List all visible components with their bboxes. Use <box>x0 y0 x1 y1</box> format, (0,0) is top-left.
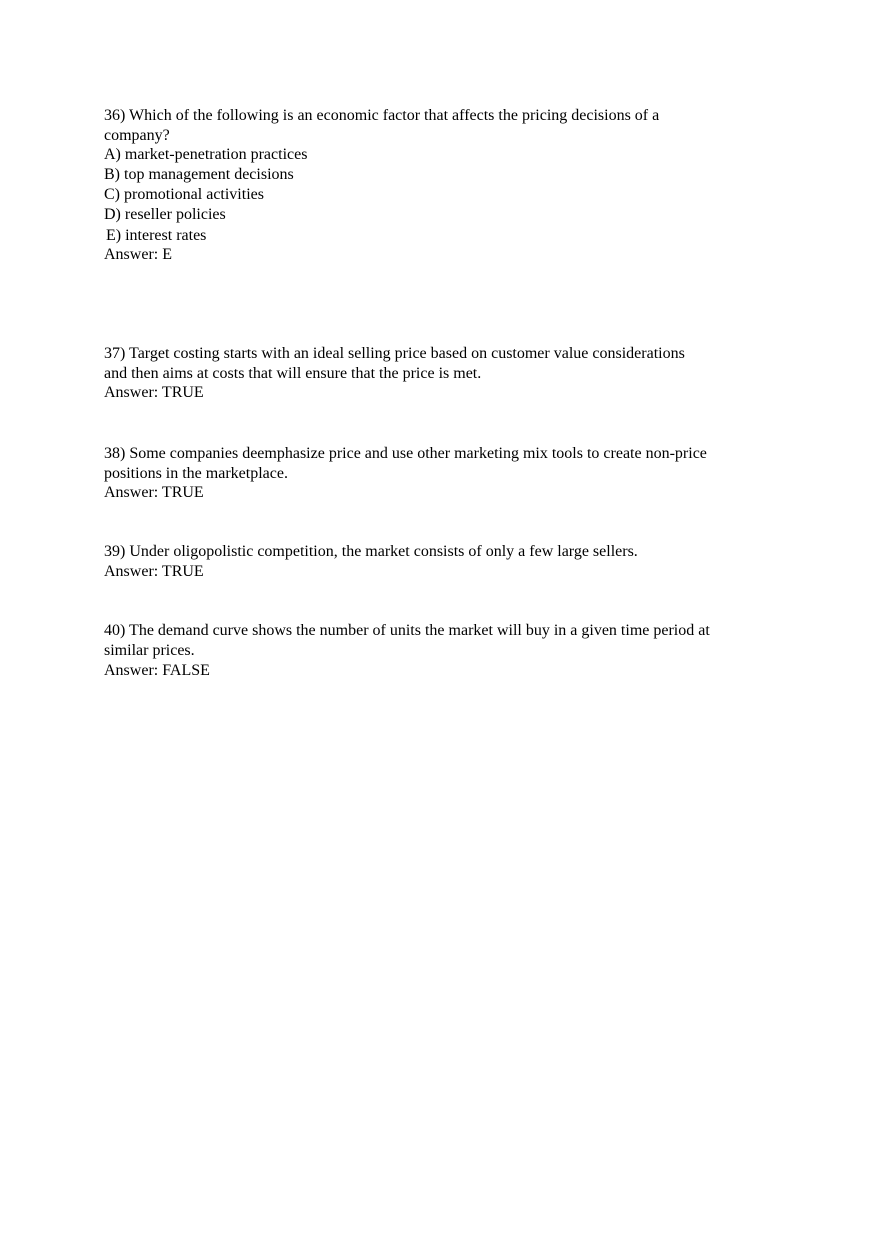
answer-option-c: C) promotional activities <box>104 186 264 203</box>
answer-line: Answer: E <box>104 246 172 263</box>
question-text: 37) Target costing starts with an ideal selling price based on customer value considerations <box>104 345 685 362</box>
answer-line: Answer: TRUE <box>104 563 204 580</box>
question-text: 36) Which of the following is an economic factor that affects the pricing decisions of a <box>104 107 660 124</box>
question-text: similar prices. <box>104 642 195 659</box>
answer-line: Answer: TRUE <box>104 484 204 501</box>
answer-line: Answer: TRUE <box>104 384 204 401</box>
answer-option-a: A) market-penetration practices <box>104 146 308 163</box>
question-text: and then aims at costs that will ensure that the price is met. <box>104 365 482 382</box>
question-text: 40) The demand curve shows the number of units the market will buy in a given time period at <box>104 622 710 639</box>
answer-option-e: E) interest rates <box>106 227 207 244</box>
question-text: positions in the marketplace. <box>104 465 288 482</box>
answer-option-b: B) top management decisions <box>104 166 294 183</box>
question-text: company? <box>104 127 170 144</box>
answer-line: Answer: FALSE <box>104 662 210 679</box>
answer-option-d: D) reseller policies <box>104 206 226 223</box>
question-text: 39) Under oligopolistic competition, the market consists of only a few large sellers. <box>104 543 638 560</box>
question-text: 38) Some companies deemphasize price and use other marketing mix tools to create non-price <box>104 445 707 462</box>
